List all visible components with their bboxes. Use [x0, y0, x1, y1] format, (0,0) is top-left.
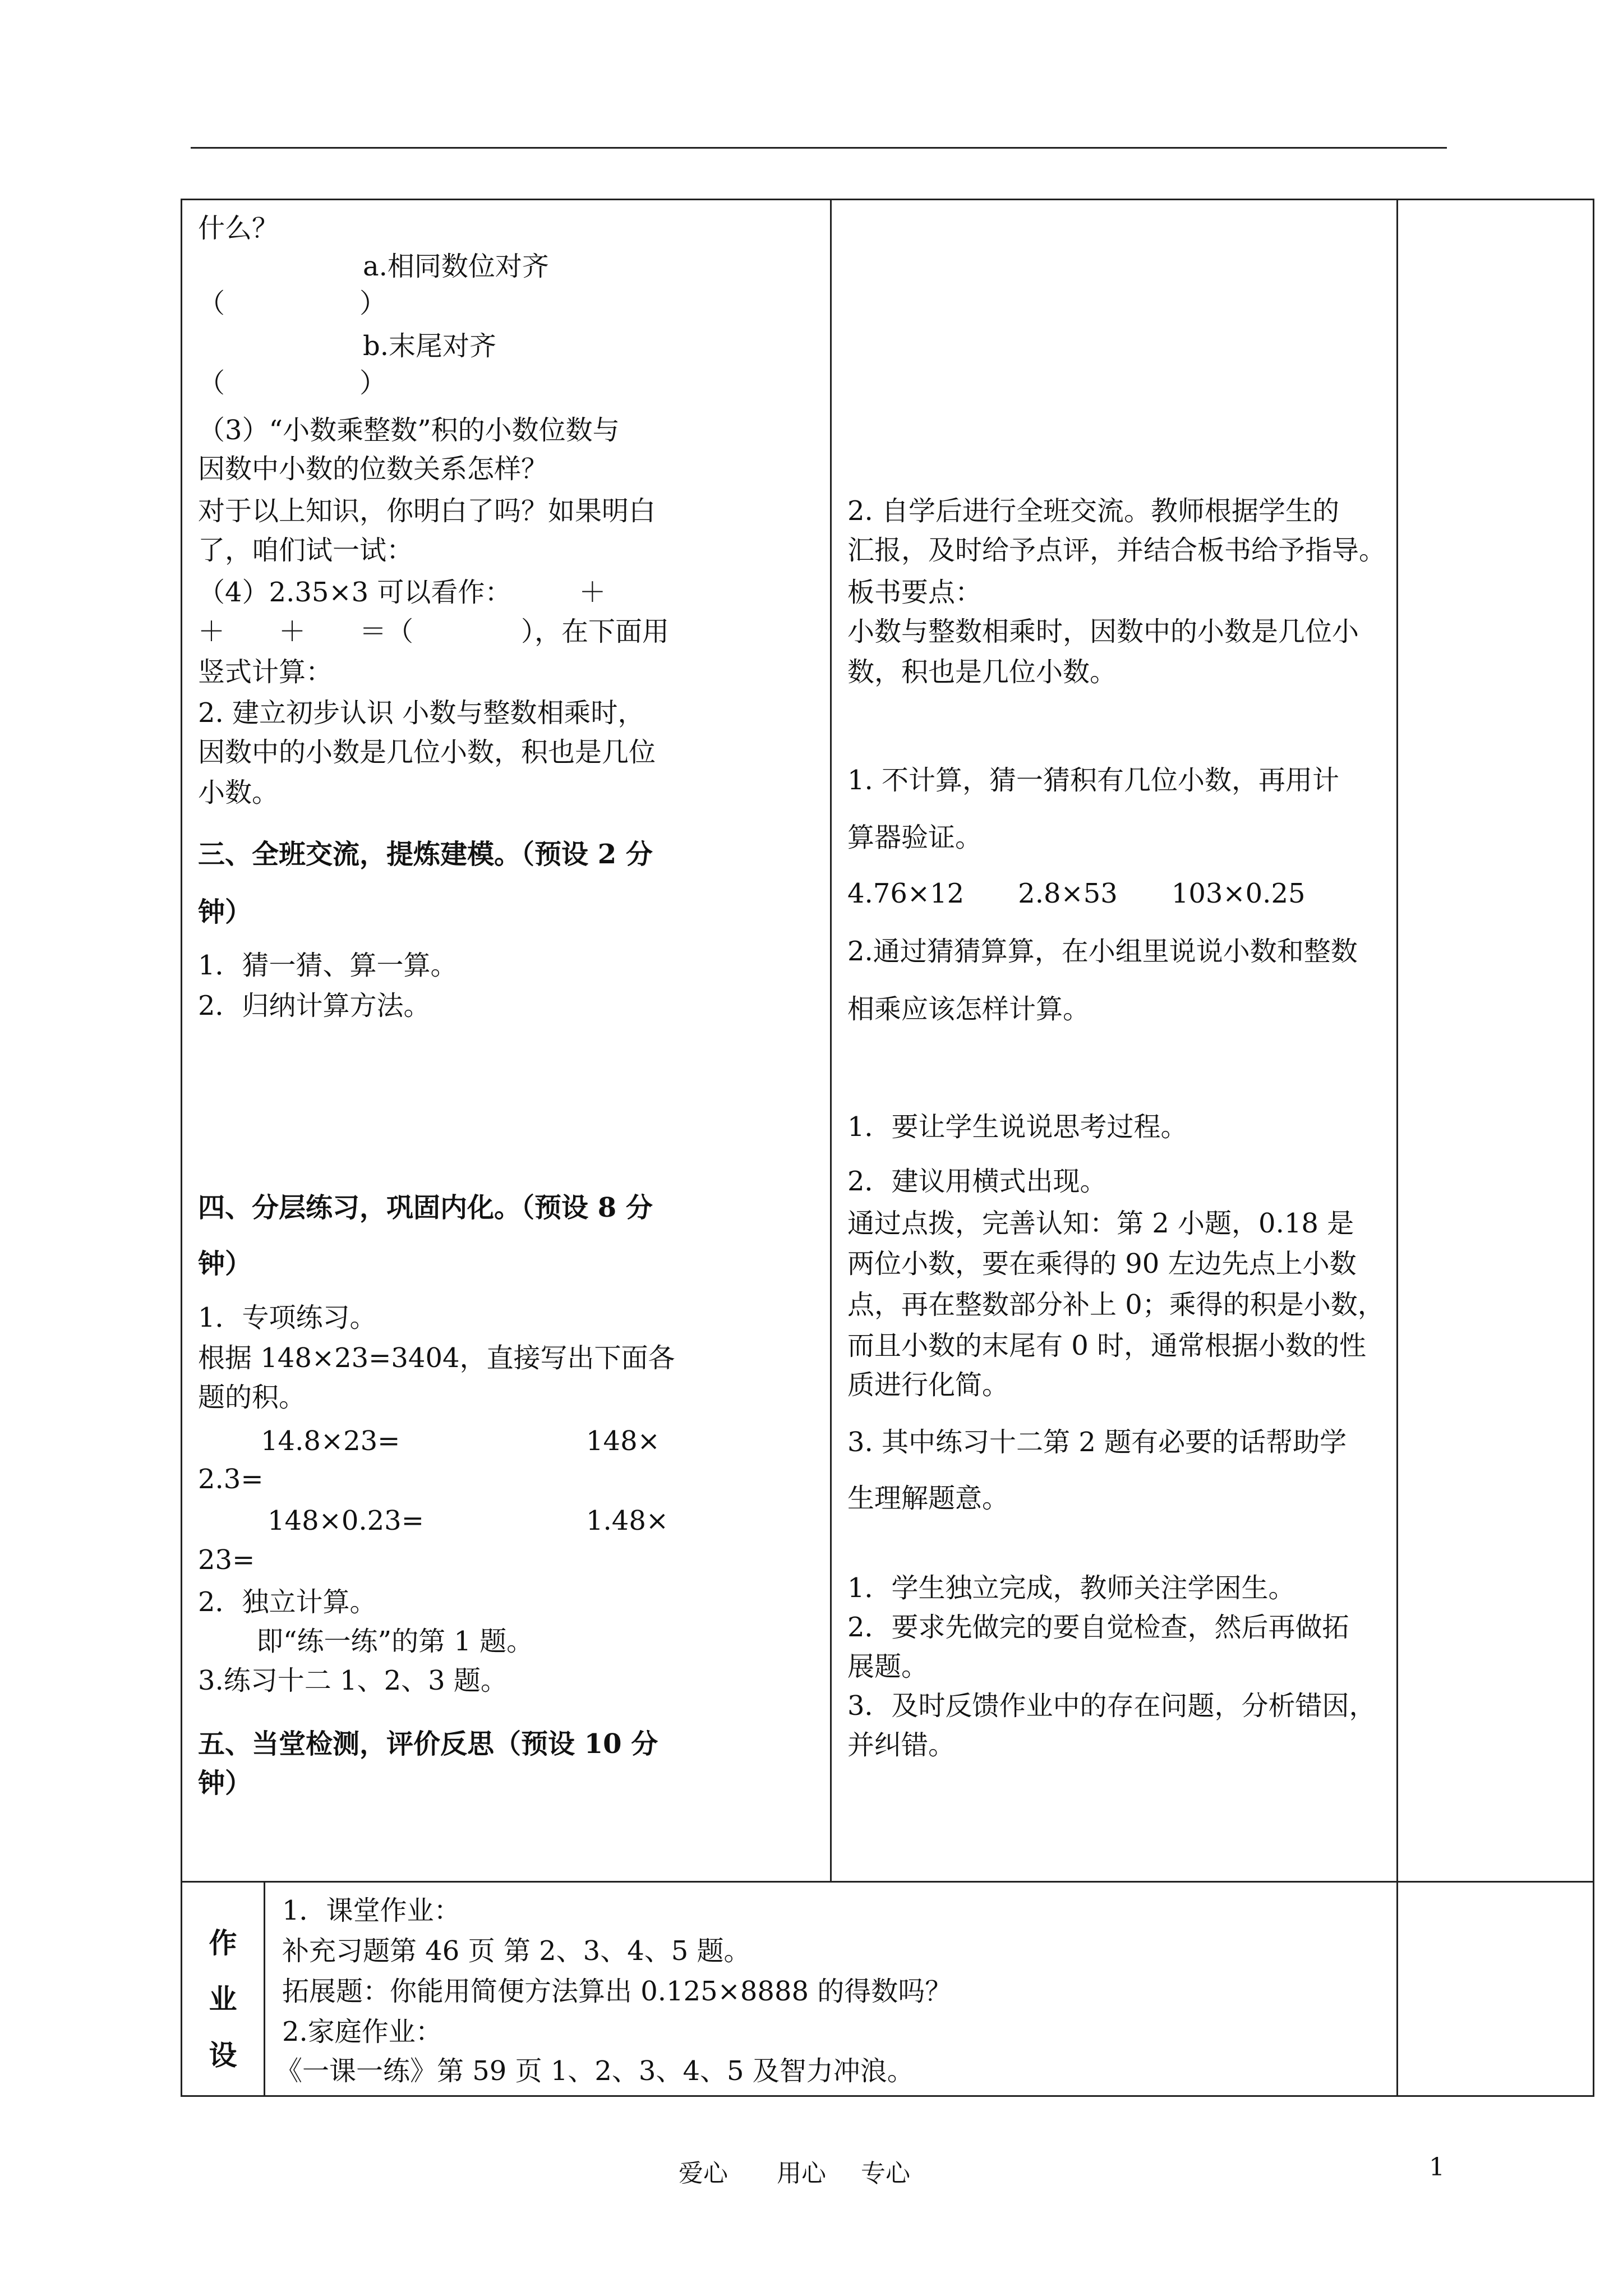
homework-label-char: 业: [209, 1982, 237, 2016]
left-line: （ ）: [198, 367, 387, 399]
left-line: 2. 建立初步认识 小数与整数相乘时，: [198, 697, 645, 729]
exercise-item: 148×0.23=: [268, 1505, 424, 1536]
left-line: ＋ ＋ ＝（ ），在下面用: [198, 616, 670, 647]
homework-label-char: 设: [209, 2039, 237, 2072]
header-rule: [191, 147, 1447, 149]
guidance-line: 两位小数，要在乘得的 90 左边先点上小数: [847, 1248, 1357, 1280]
guidance-line: 点，再在整数部分补上 0；乘得的积是小数，: [847, 1289, 1385, 1320]
homework-line: 2.家庭作业：: [282, 2016, 442, 2047]
left-line: 1．猜一猜、算一算。: [198, 950, 458, 981]
left-line: 即“练一练”的第 1 题。: [256, 1626, 534, 1657]
section-heading: 钟）: [198, 1768, 252, 1799]
homework-line: 拓展题：你能用简便方法算出 0.125×8888 的得数吗？: [282, 1976, 952, 2007]
guidance-line: 质进行化简。: [847, 1369, 1009, 1401]
left-line: 小数。: [198, 777, 279, 808]
homework-line: 《一课一练》第 59 页 1、2、3、4、5 及智力冲浪。: [275, 2055, 914, 2087]
section-heading: 四、分层练习，巩固内化。（预设 8 分: [198, 1192, 653, 1223]
section-heading: 三、全班交流，提炼建模。（预设 2 分: [198, 839, 653, 870]
left-line: 题的积。: [198, 1382, 306, 1413]
left-line: 对于以上知识，你明白了吗？如果明白: [198, 495, 656, 527]
left-line: 什么？: [198, 213, 279, 244]
footer-motto: 专心: [861, 2159, 910, 2188]
left-line: （4）2.35×3 可以看作： ＋: [198, 577, 606, 608]
left-line: 1．专项练习。: [198, 1302, 377, 1333]
left-line: （3）“小数乘整数”积的小数位数与: [198, 415, 620, 446]
left-line: b.末尾对齐: [363, 330, 496, 362]
left-line: 因数中小数的位数关系怎样？: [198, 453, 548, 485]
page-number: 1: [1429, 2153, 1445, 2182]
homework-line: 1．课堂作业：: [282, 1895, 461, 1926]
teacher-guidance-cell: [831, 200, 1398, 1882]
left-line: 2．独立计算。: [198, 1586, 377, 1618]
guidance-line: 2．要求先做完的要自觉检查，然后再做拓: [847, 1612, 1349, 1643]
left-line: 竖式计算：: [198, 656, 333, 688]
lesson-plan-table: [181, 199, 1594, 2097]
guidance-line: 1．要让学生说说思考过程。: [847, 1111, 1188, 1143]
guidance-line: 3. 其中练习十二第 2 题有必要的话帮助学: [847, 1427, 1347, 1458]
guidance-line: 通过点拨，完善认知：第 2 小题，0.18 是: [847, 1208, 1354, 1239]
guidance-line: 3．及时反馈作业中的存在问题，分析错因，: [847, 1690, 1376, 1722]
guidance-line: 1. 不计算，猜一猜积有几位小数，再用计: [847, 765, 1340, 796]
guidance-line: 算器验证。: [847, 822, 983, 853]
teaching-process-cell: [182, 200, 831, 1882]
guidance-line: 生理解题意。: [847, 1483, 1009, 1514]
section-heading: 钟）: [198, 896, 252, 928]
section-heading: 五、当堂检测，评价反思（预设 10 分: [198, 1728, 658, 1760]
guidance-line: 板书要点：: [847, 577, 983, 608]
homework-notes-cell: [1398, 1882, 1594, 2096]
section-heading: 钟）: [198, 1248, 252, 1280]
guidance-line: 展题。: [847, 1651, 929, 1682]
guidance-line: 而且小数的末尾有 0 时，通常根据小数的性: [847, 1330, 1367, 1361]
guidance-line: 相乘应该怎样计算。: [847, 993, 1090, 1025]
homework-label-cell: [182, 1882, 265, 2096]
exercise-item: 2.3=: [198, 1464, 264, 1495]
homework-line: 补充习题第 46 页 第 2、3、4、5 题。: [282, 1935, 751, 1967]
exercise-item: 23=: [198, 1544, 255, 1576]
guidance-line: 汇报，及时给予点评，并结合板书给予指导。: [847, 535, 1386, 566]
guidance-line: 4.76×12 2.8×53 103×0.25: [847, 878, 1306, 909]
left-line: （ ）: [198, 288, 387, 319]
guidance-line: 数，积也是几位小数。: [847, 656, 1117, 688]
left-line: 2．归纳计算方法。: [198, 990, 431, 1022]
guidance-line: 并纠错。: [847, 1729, 956, 1761]
exercise-item: 148×: [586, 1425, 660, 1457]
guidance-line: 2.通过猜猜算算，在小组里说说小数和整数: [847, 936, 1358, 967]
left-line: 因数中的小数是几位小数，积也是几位: [198, 737, 656, 768]
exercise-item: 1.48×: [586, 1505, 669, 1536]
left-line: 3.练习十二 1、2、3 题。: [198, 1665, 508, 1696]
left-line: 根据 148×23=3404，直接写出下面各: [198, 1342, 675, 1374]
footer-motto: 爱心: [679, 2159, 728, 2188]
guidance-line: 2. 自学后进行全班交流。教师根据学生的: [847, 495, 1340, 527]
homework-label-char: 作: [209, 1926, 237, 1959]
left-line: a.相同数位对齐: [363, 251, 549, 282]
exercise-item: 14.8×23=: [261, 1425, 400, 1457]
left-line: 了，咱们试一试：: [198, 535, 414, 566]
footer-motto: 用心: [777, 2159, 826, 2188]
homework-content-cell: [265, 1882, 1398, 2096]
guidance-line: 1．学生独立完成，教师关注学困生。: [847, 1572, 1295, 1604]
notes-cell: [1398, 200, 1594, 1882]
guidance-line: 2．建议用横式出现。: [847, 1166, 1107, 1197]
guidance-line: 小数与整数相乘时，因数中的小数是几位小: [847, 616, 1359, 647]
